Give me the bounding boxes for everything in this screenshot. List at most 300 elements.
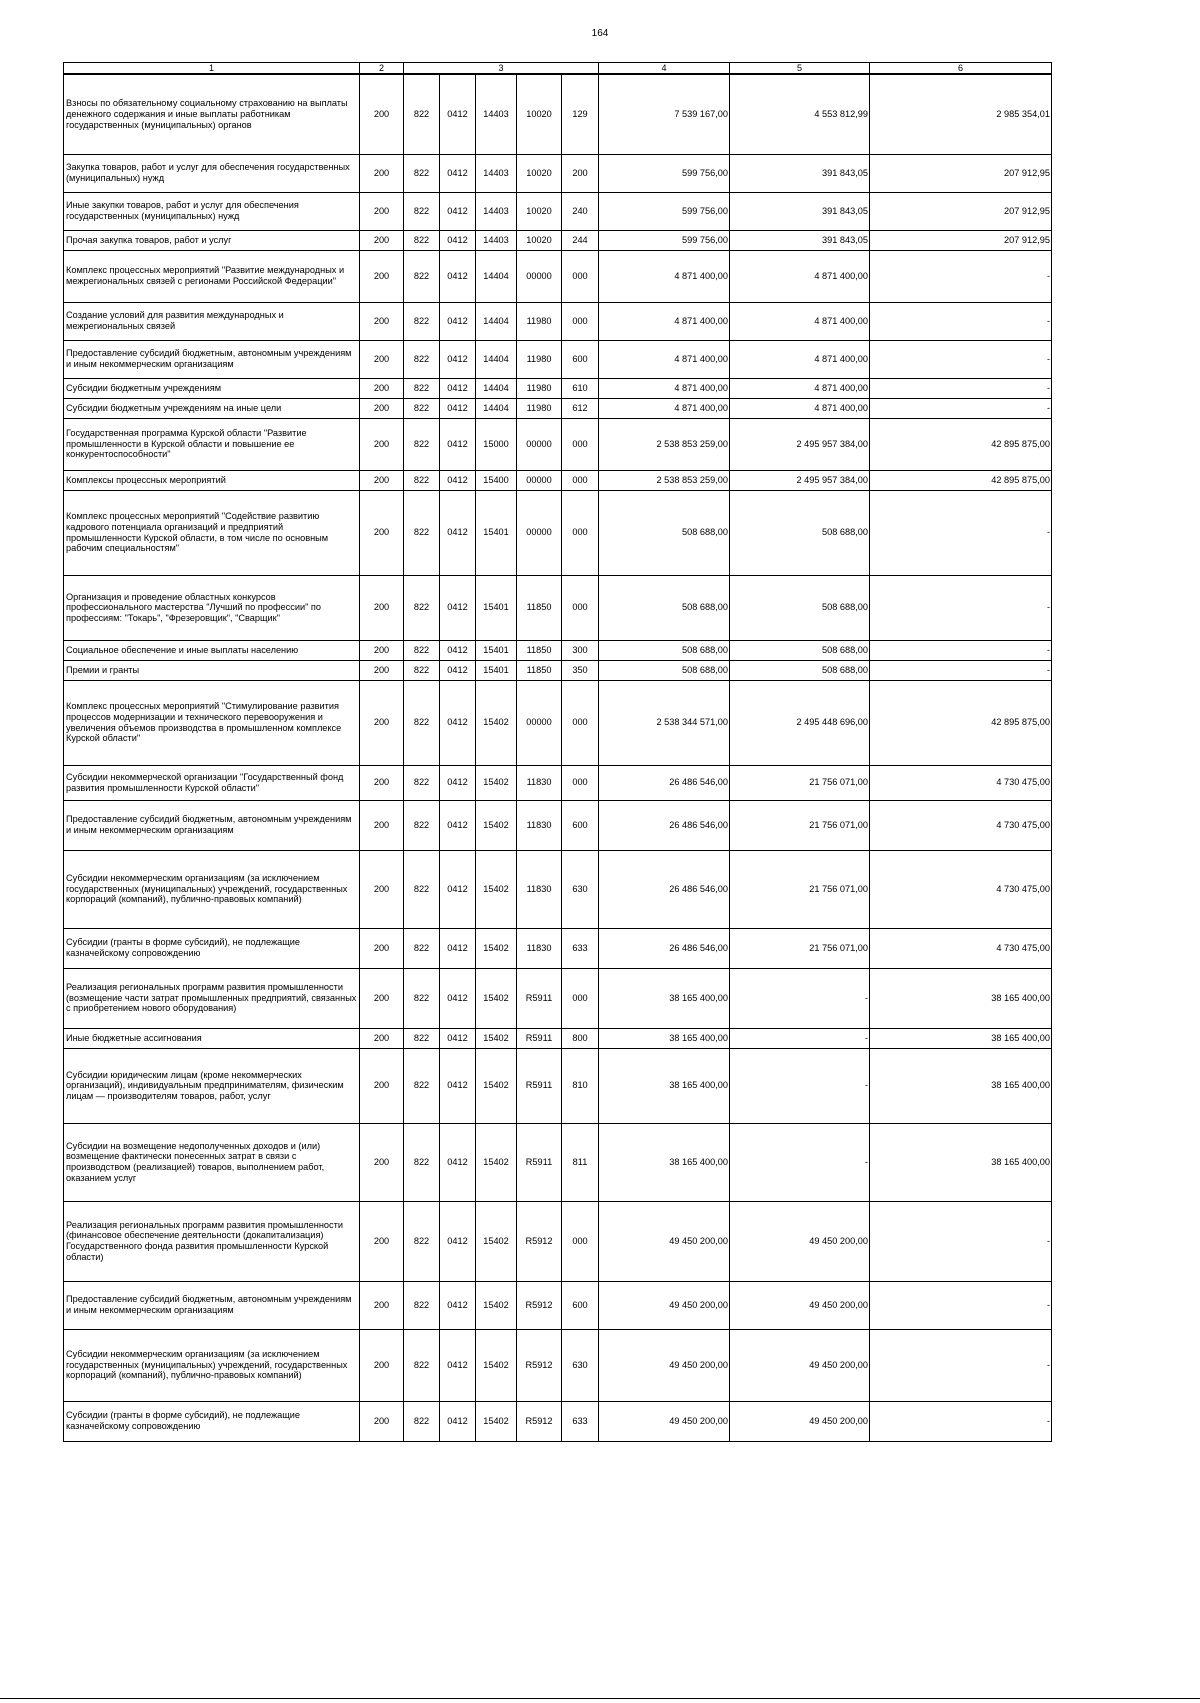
code-cell: 11830 [517,765,562,800]
code-cell: 200 [360,1028,404,1048]
code-cell: 0412 [440,680,476,765]
code-cell: 00000 [517,418,562,470]
code-cell: 200 [360,154,404,192]
table-row [64,490,1052,575]
code-cell: 0412 [440,928,476,968]
code-cell: 200 [360,928,404,968]
amount-cell: 508 688,00 [599,640,730,660]
code-cell: R5911 [517,1123,562,1201]
code-cell: 822 [404,640,440,660]
code-cell: 14403 [476,154,517,192]
amount-cell: 26 486 546,00 [599,928,730,968]
code-cell: 244 [562,230,599,250]
code-cell: 200 [360,968,404,1028]
code-cell: R5912 [517,1401,562,1441]
code-cell: 11850 [517,660,562,680]
row-name: Реализация региональных программ развития промышленности (возмещение части затрат промышленных предприятий, связанных с приобретением нового оборудования) [64,968,360,1028]
code-cell: 822 [404,192,440,230]
amount-cell: 21 756 071,00 [730,800,870,850]
row-name: Реализация региональных программ развития промышленности (финансовое обеспечение деятельности (докапитализация) Государственного фонда развития промышленности Курской области) [64,1201,360,1281]
budget-table [63,62,1052,1442]
code-cell: 822 [404,850,440,928]
code-cell: 822 [404,968,440,1028]
amount-cell: 2 495 957 384,00 [730,470,870,490]
code-cell: 11830 [517,800,562,850]
column-header: 2 [360,63,404,75]
row-name: Прочая закупка товаров, работ и услуг [64,230,360,250]
table-row [64,640,1052,660]
code-cell: 00000 [517,490,562,575]
code-cell: 0412 [440,230,476,250]
code-cell: 200 [360,1048,404,1123]
code-cell: R5911 [517,1028,562,1048]
code-cell: 800 [562,1028,599,1048]
code-cell: 0412 [440,340,476,378]
code-cell: 822 [404,1028,440,1048]
code-cell: 200 [360,640,404,660]
amount-cell: 38 165 400,00 [599,1123,730,1201]
row-name: Социальное обеспечение и иные выплаты населению [64,640,360,660]
amount-cell: - [870,575,1052,640]
code-cell: 200 [360,575,404,640]
row-name: Субсидии бюджетным учреждениям на иные цели [64,398,360,418]
table-row [64,418,1052,470]
code-cell: 200 [360,1201,404,1281]
code-cell: 11980 [517,302,562,340]
amount-cell: 2 538 853 259,00 [599,470,730,490]
table-row [64,1201,1052,1281]
code-cell: 630 [562,1329,599,1401]
code-cell: 200 [360,378,404,398]
code-cell: 200 [360,340,404,378]
table-row [64,1048,1052,1123]
code-cell: 630 [562,850,599,928]
code-cell: R5912 [517,1281,562,1329]
code-cell: 15402 [476,1281,517,1329]
code-cell: 822 [404,575,440,640]
amount-cell: - [870,302,1052,340]
code-cell: 000 [562,490,599,575]
table-row [64,340,1052,378]
code-cell: 0412 [440,1123,476,1201]
row-name: Взносы по обязательному социальному страхованию на выплаты денежного содержания и иные выплаты работникам государственных (муниципальных) органов [64,74,360,154]
amount-cell: 4 871 400,00 [730,250,870,302]
code-cell: 15402 [476,680,517,765]
code-cell: 15401 [476,640,517,660]
code-cell: 811 [562,1123,599,1201]
code-cell: 00000 [517,470,562,490]
code-cell: 000 [562,250,599,302]
amount-cell: 49 450 200,00 [730,1201,870,1281]
code-cell: 810 [562,1048,599,1123]
table-row [64,1401,1052,1441]
table-row [64,1281,1052,1329]
code-cell: 10020 [517,192,562,230]
amount-cell: 207 912,95 [870,154,1052,192]
code-cell: 822 [404,340,440,378]
row-name: Комплекс процессных мероприятий "Стимулирование развития процессов модернизации и технического перевооружения и увеличения объемов производства в промышленном комплексе Курской области" [64,680,360,765]
code-cell: 000 [562,302,599,340]
code-cell: 14404 [476,340,517,378]
code-cell: 0412 [440,470,476,490]
code-cell: 822 [404,800,440,850]
code-cell: 0412 [440,302,476,340]
row-name: Субсидии некоммерческим организациям (за исключением государственных (муниципальных) учреждений, государственных корпораций (компаний), публично-правовых компаний) [64,850,360,928]
amount-cell: 4 553 812,99 [730,74,870,154]
code-cell: 200 [360,230,404,250]
code-cell: 15402 [476,1048,517,1123]
code-cell: 000 [562,470,599,490]
code-cell: 10020 [517,74,562,154]
amount-cell: 4 871 400,00 [730,302,870,340]
code-cell: 200 [360,680,404,765]
code-cell: 200 [360,1401,404,1441]
amount-cell: 391 843,05 [730,154,870,192]
code-cell: 822 [404,765,440,800]
amount-cell: 38 165 400,00 [599,1048,730,1123]
amount-cell: 26 486 546,00 [599,800,730,850]
code-cell: 610 [562,378,599,398]
table-row [64,1123,1052,1201]
row-name: Предоставление субсидий бюджетным, автономным учреждениям и иным некоммерческим организациям [64,800,360,850]
amount-cell: 49 450 200,00 [730,1401,870,1441]
code-cell: 0412 [440,192,476,230]
code-cell: 200 [360,302,404,340]
row-name: Субсидии (гранты в форме субсидий), не подлежащие казначейскому сопровождению [64,928,360,968]
code-cell: 10020 [517,230,562,250]
code-cell: 00000 [517,250,562,302]
code-cell: 15402 [476,850,517,928]
amount-cell: 508 688,00 [599,490,730,575]
code-cell: 000 [562,968,599,1028]
table-row [64,928,1052,968]
code-cell: 200 [360,800,404,850]
code-cell: 600 [562,340,599,378]
code-cell: 200 [360,1123,404,1201]
amount-cell: - [730,1028,870,1048]
amount-cell: 508 688,00 [730,640,870,660]
table-row [64,575,1052,640]
table-row [64,154,1052,192]
amount-cell: 4 730 475,00 [870,928,1052,968]
amount-cell: 599 756,00 [599,230,730,250]
code-cell: 11830 [517,928,562,968]
code-cell: 822 [404,74,440,154]
amount-cell: 26 486 546,00 [599,765,730,800]
amount-cell: - [730,1048,870,1123]
amount-cell: 49 450 200,00 [599,1329,730,1401]
code-cell: 11980 [517,340,562,378]
code-cell: 000 [562,1201,599,1281]
amount-cell: - [870,340,1052,378]
code-cell: 200 [360,250,404,302]
code-cell: 822 [404,1329,440,1401]
code-cell: 612 [562,398,599,418]
amount-cell: 4 730 475,00 [870,765,1052,800]
row-name: Субсидии некоммерческой организации "Государственный фонд развития промышленности Курской области" [64,765,360,800]
amount-cell: - [730,1123,870,1201]
table-row [64,968,1052,1028]
amount-cell: 4 871 400,00 [599,302,730,340]
amount-cell: 2 495 957 384,00 [730,418,870,470]
table-row [64,1028,1052,1048]
row-name: Предоставление субсидий бюджетным, автономным учреждениям и иным некоммерческим организациям [64,340,360,378]
amount-cell: 38 165 400,00 [870,1048,1052,1123]
amount-cell: 4 730 475,00 [870,800,1052,850]
code-cell: 200 [360,418,404,470]
code-cell: 0412 [440,74,476,154]
table-row [64,1329,1052,1401]
code-cell: 200 [360,470,404,490]
code-cell: 0412 [440,575,476,640]
code-cell: 15400 [476,470,517,490]
code-cell: 15402 [476,1028,517,1048]
amount-cell: 49 450 200,00 [730,1281,870,1329]
amount-cell: 49 450 200,00 [599,1201,730,1281]
code-cell: 15402 [476,765,517,800]
amount-cell: 4 871 400,00 [730,378,870,398]
code-cell: 15401 [476,575,517,640]
scan-border [0,1698,1200,1699]
amount-cell: 4 871 400,00 [730,340,870,378]
amount-cell: 21 756 071,00 [730,850,870,928]
row-name: Премии и гранты [64,660,360,680]
row-name: Субсидии (гранты в форме субсидий), не подлежащие казначейскому сопровождению [64,1401,360,1441]
code-cell: 0412 [440,398,476,418]
amount-cell: 207 912,95 [870,230,1052,250]
code-cell: 0412 [440,968,476,1028]
code-cell: 822 [404,230,440,250]
amount-cell: 38 165 400,00 [870,968,1052,1028]
amount-cell: 7 539 167,00 [599,74,730,154]
amount-cell: - [870,1281,1052,1329]
amount-cell: 42 895 875,00 [870,680,1052,765]
code-cell: 200 [360,490,404,575]
amount-cell: 38 165 400,00 [599,968,730,1028]
page-number: 164 [591,28,609,39]
code-cell: 822 [404,154,440,192]
table-row [64,800,1052,850]
amount-cell: 2 495 448 696,00 [730,680,870,765]
code-cell: 0412 [440,154,476,192]
code-cell: 822 [404,1123,440,1201]
row-name: Организация и проведение областных конкурсов профессионального мастерства "Лучший по профессии" по профессиям: "Токарь", "Фрезеровщик", "Сварщик" [64,575,360,640]
code-cell: 000 [562,418,599,470]
code-cell: 00000 [517,680,562,765]
code-cell: 822 [404,470,440,490]
table-row [64,850,1052,928]
code-cell: 14403 [476,74,517,154]
code-cell: 200 [360,1329,404,1401]
row-name: Предоставление субсидий бюджетным, автономным учреждениям и иным некоммерческим организациям [64,1281,360,1329]
amount-cell: 38 165 400,00 [870,1028,1052,1048]
amount-cell: 42 895 875,00 [870,470,1052,490]
amount-cell: 207 912,95 [870,192,1052,230]
code-cell: 000 [562,680,599,765]
code-cell: 822 [404,660,440,680]
code-cell: 600 [562,800,599,850]
amount-cell: - [870,1401,1052,1441]
code-cell: 11830 [517,850,562,928]
column-header: 1 [64,63,360,75]
amount-cell: 49 450 200,00 [730,1329,870,1401]
amount-cell: 2 538 853 259,00 [599,418,730,470]
code-cell: 0412 [440,250,476,302]
amount-cell: - [870,250,1052,302]
code-cell: 0412 [440,490,476,575]
amount-cell: 508 688,00 [730,660,870,680]
code-cell: 0412 [440,1329,476,1401]
code-cell: R5911 [517,1048,562,1123]
amount-cell: 38 165 400,00 [870,1123,1052,1201]
code-cell: 822 [404,250,440,302]
amount-cell: 391 843,05 [730,230,870,250]
code-cell: 15402 [476,1329,517,1401]
amount-cell: - [870,640,1052,660]
amount-cell: 21 756 071,00 [730,928,870,968]
code-cell: 11850 [517,575,562,640]
row-name: Комплекс процессных мероприятий "Содействие развитию кадрового потенциала организаций и предприятий промышленности Курской области, в том числе по основным рабочим специальностям" [64,490,360,575]
amount-cell: 599 756,00 [599,192,730,230]
code-cell: 200 [360,660,404,680]
amount-cell: - [870,1201,1052,1281]
table-row [64,378,1052,398]
code-cell: 600 [562,1281,599,1329]
amount-cell: 508 688,00 [599,660,730,680]
code-cell: 822 [404,1201,440,1281]
code-cell: 633 [562,928,599,968]
code-cell: 822 [404,1048,440,1123]
code-cell: 15402 [476,1123,517,1201]
table-row [64,302,1052,340]
code-cell: 11980 [517,378,562,398]
table-row [64,765,1052,800]
row-name: Субсидии некоммерческим организациям (за исключением государственных (муниципальных) учреждений, государственных корпораций (компаний), публично-правовых компаний) [64,1329,360,1401]
table-row [64,192,1052,230]
code-cell: 11980 [517,398,562,418]
column-number-header [64,63,1052,75]
column-header: 6 [870,63,1052,75]
code-cell: 11850 [517,640,562,660]
code-cell: 0412 [440,850,476,928]
table-row [64,680,1052,765]
code-cell: 200 [360,765,404,800]
code-cell: 200 [360,1281,404,1329]
code-cell: 15401 [476,660,517,680]
code-cell: 14404 [476,398,517,418]
column-header: 5 [730,63,870,75]
row-name: Комплекс процессных мероприятий "Развитие международных и межрегиональных связей с регионами Российской Федерации" [64,250,360,302]
amount-cell: - [870,1329,1052,1401]
row-name: Субсидии бюджетным учреждениям [64,378,360,398]
amount-cell: 2 538 344 571,00 [599,680,730,765]
amount-cell: - [870,490,1052,575]
amount-cell: 4 871 400,00 [599,250,730,302]
code-cell: 15402 [476,928,517,968]
code-cell: 0412 [440,1028,476,1048]
row-name: Иные бюджетные ассигнования [64,1028,360,1048]
code-cell: 633 [562,1401,599,1441]
code-cell: 350 [562,660,599,680]
code-cell: 822 [404,378,440,398]
row-name: Субсидии юридическим лицам (кроме некоммерческих организаций), индивидуальным предпринимателям, физическим лицам — производителям товаров, работ, услуг [64,1048,360,1123]
amount-cell: - [870,378,1052,398]
amount-cell: 42 895 875,00 [870,418,1052,470]
code-cell: 822 [404,302,440,340]
amount-cell: - [870,398,1052,418]
amount-cell: 508 688,00 [599,575,730,640]
code-cell: 822 [404,398,440,418]
code-cell: 200 [562,154,599,192]
code-cell: 15402 [476,968,517,1028]
code-cell: 14404 [476,250,517,302]
code-cell: 822 [404,1401,440,1441]
code-cell: 14403 [476,230,517,250]
code-cell: 14404 [476,302,517,340]
code-cell: R5912 [517,1329,562,1401]
amount-cell: 49 450 200,00 [599,1401,730,1441]
amount-cell: 4 871 400,00 [730,398,870,418]
amount-cell: 21 756 071,00 [730,765,870,800]
code-cell: 0412 [440,378,476,398]
code-cell: 0412 [440,1281,476,1329]
code-cell: 129 [562,74,599,154]
code-cell: R5911 [517,968,562,1028]
row-name: Государственная программа Курской области "Развитие промышленности в Курской области и повышение ее конкурентоспособности" [64,418,360,470]
row-name: Субсидии на возмещение недополученных доходов и (или) возмещение фактически понесенных затрат в связи с производством (реализацией) товаров, выполнением работ, оказанием услуг [64,1123,360,1201]
amount-cell: 599 756,00 [599,154,730,192]
code-cell: 822 [404,680,440,765]
code-cell: 15402 [476,1401,517,1441]
code-cell: 822 [404,1281,440,1329]
code-cell: 15402 [476,800,517,850]
table-row [64,250,1052,302]
code-cell: 822 [404,928,440,968]
code-cell: 10020 [517,154,562,192]
code-cell: 14404 [476,378,517,398]
code-cell: 15000 [476,418,517,470]
code-cell: 0412 [440,1201,476,1281]
column-header: 4 [599,63,730,75]
code-cell: 000 [562,575,599,640]
table-row [64,470,1052,490]
amount-cell: 2 985 354,01 [870,74,1052,154]
code-cell: 200 [360,192,404,230]
amount-cell: 4 871 400,00 [599,340,730,378]
amount-cell: - [730,968,870,1028]
amount-cell: 508 688,00 [730,490,870,575]
amount-cell: 26 486 546,00 [599,850,730,928]
column-header: 3 [404,63,599,75]
code-cell: 300 [562,640,599,660]
table-row [64,660,1052,680]
code-cell: 15401 [476,490,517,575]
amount-cell: 4 871 400,00 [599,378,730,398]
code-cell: 200 [360,398,404,418]
amount-cell: 4 730 475,00 [870,850,1052,928]
amount-cell: 4 871 400,00 [599,398,730,418]
code-cell: 0412 [440,1048,476,1123]
code-cell: 14403 [476,192,517,230]
row-name: Комплексы процессных мероприятий [64,470,360,490]
table-row [64,398,1052,418]
code-cell: 240 [562,192,599,230]
code-cell: 0412 [440,765,476,800]
row-name: Создание условий для развития международных и межрегиональных связей [64,302,360,340]
amount-cell: 49 450 200,00 [599,1281,730,1329]
code-cell: 0412 [440,800,476,850]
amount-cell: 391 843,05 [730,192,870,230]
